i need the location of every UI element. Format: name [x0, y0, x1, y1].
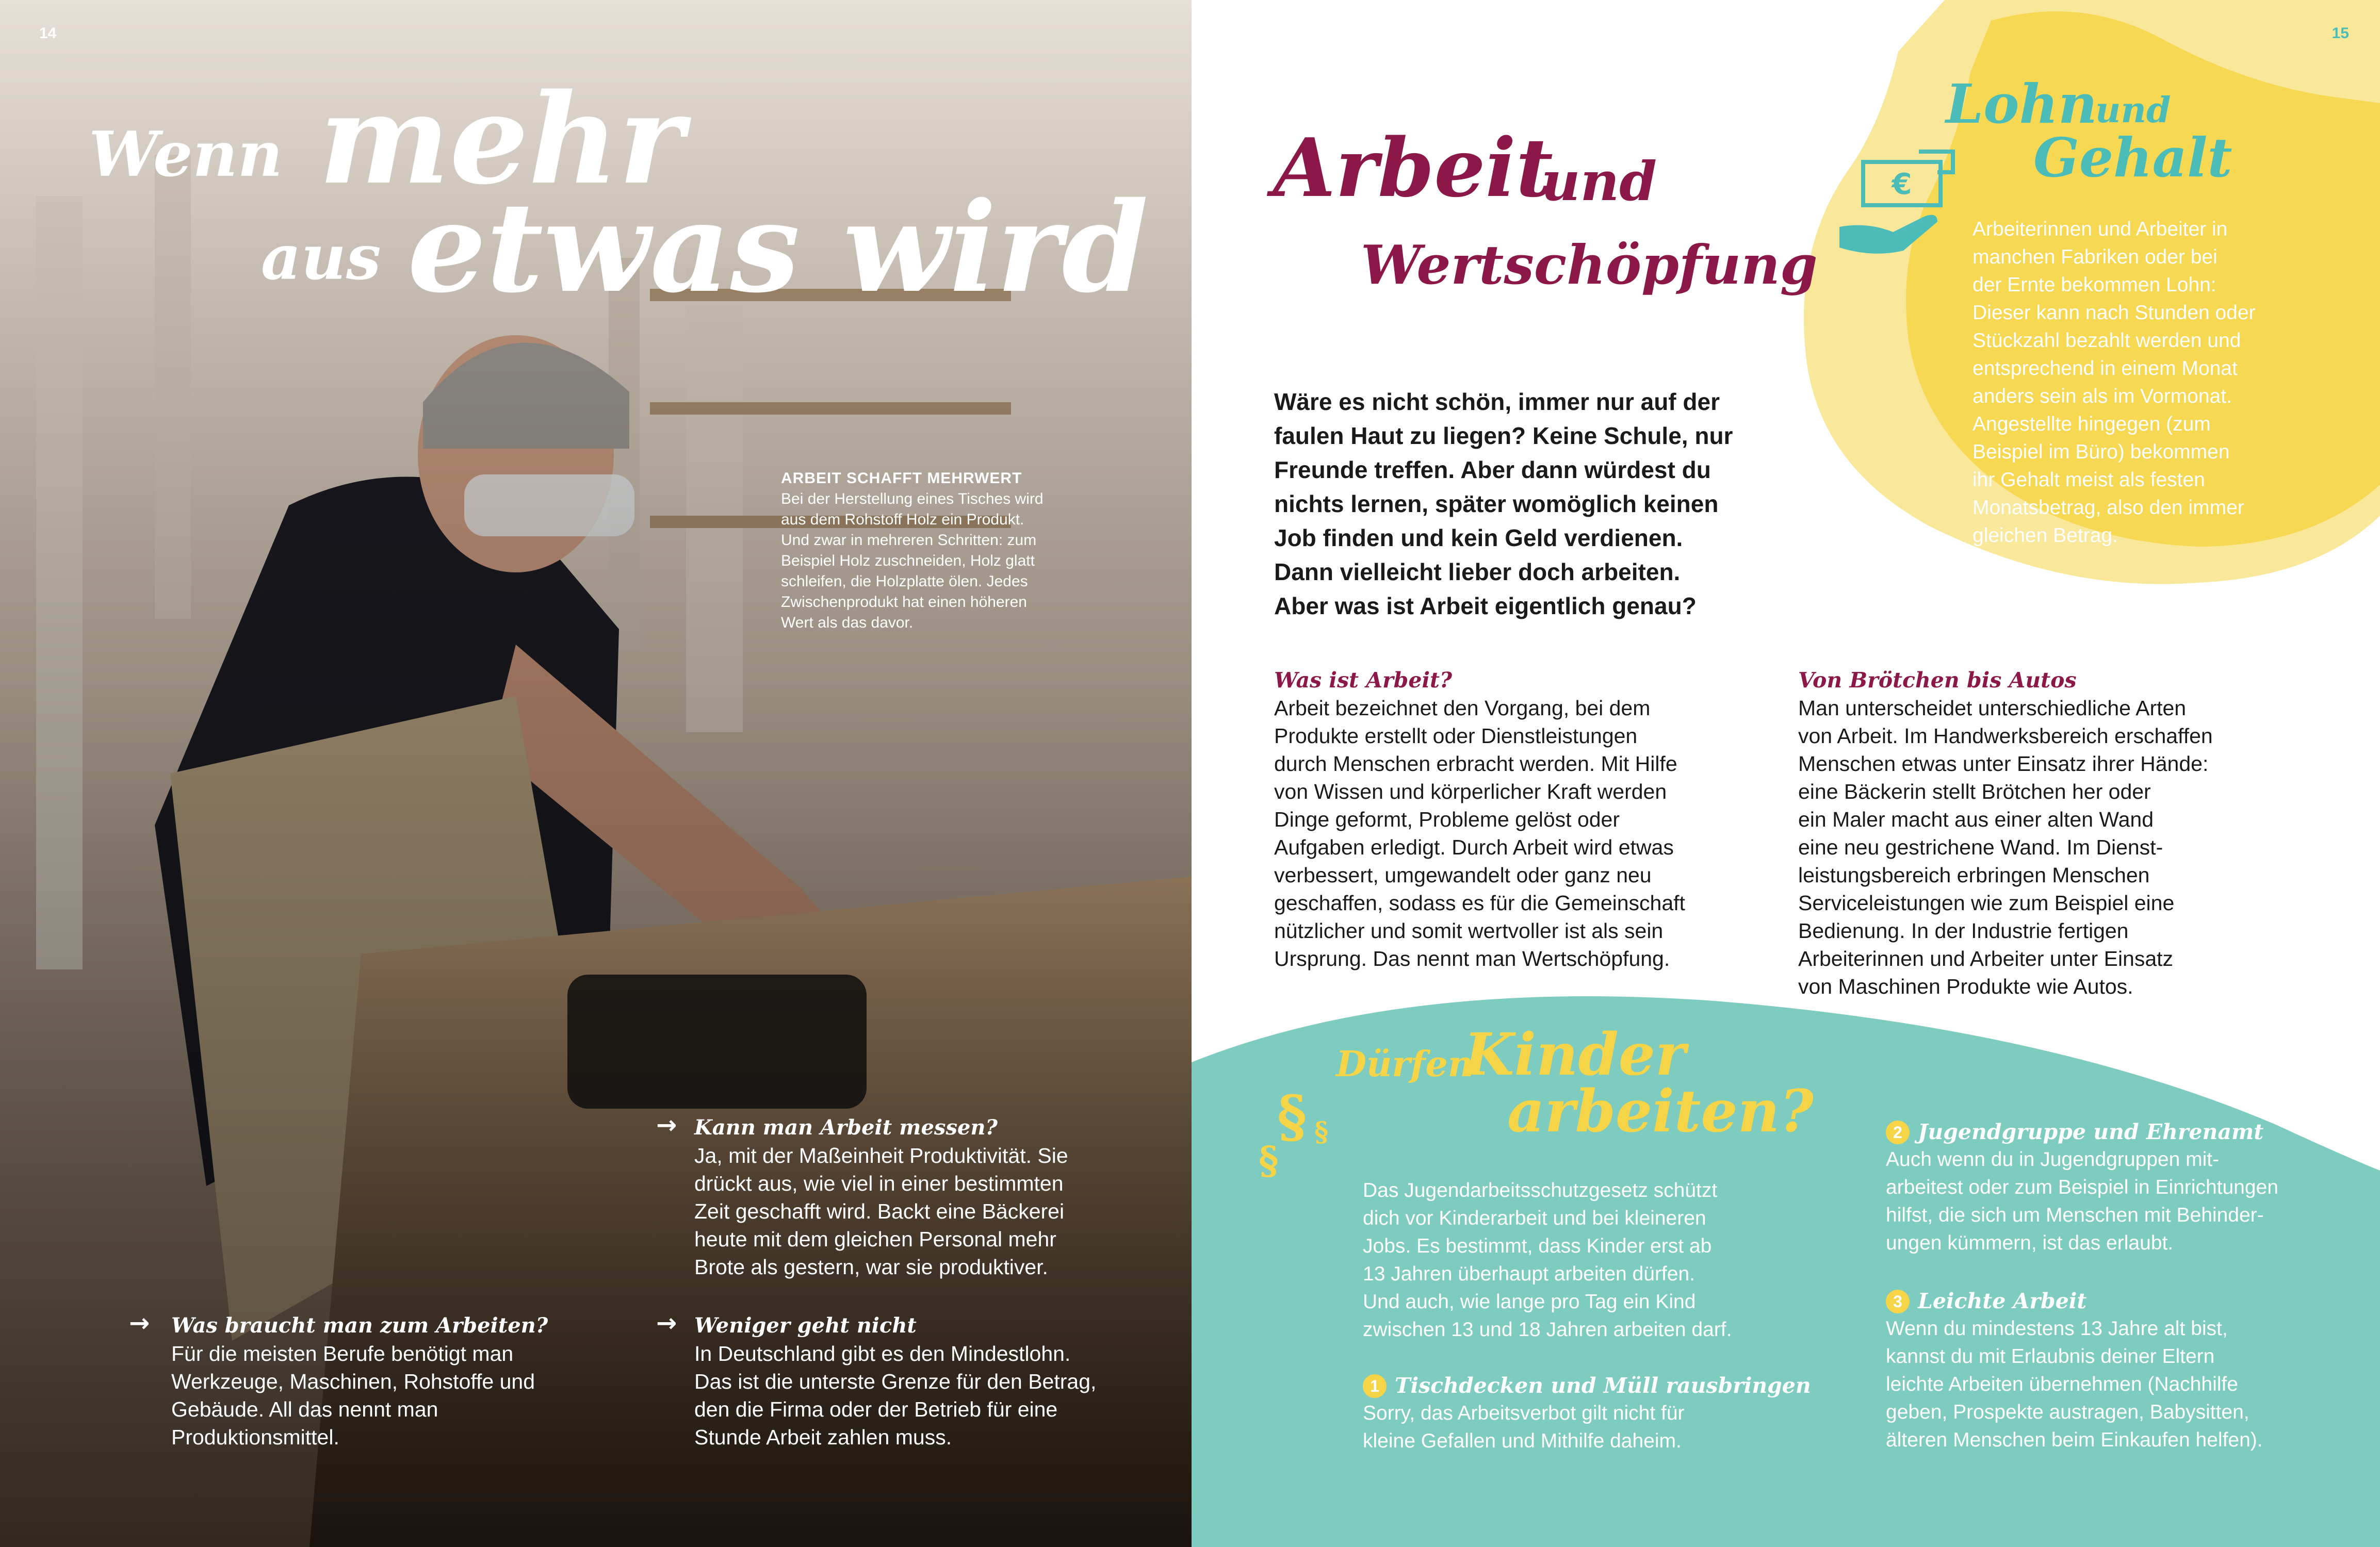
number-badge-2: 2	[1886, 1121, 1910, 1144]
arrow-right-icon: →	[129, 1309, 150, 1338]
headline-etwas-wird: etwas wird	[407, 175, 1149, 320]
headline-mehr: mehr	[319, 67, 684, 212]
was-ist-text: Arbeit bezeichnet den Vorgang, bei dem Produkte erstellt oder Dienstleistungen durch Menschen erbracht werden. Mit Hilfe von Wissen und körperlicher Kraft werden Dinge geformt, Probleme gelöst oder Aufgaben erledigt. Durch Arbeit wird etwas verbessert, umgewandelt oder ganz neu geschaffen, sodass es für die Gemeinschaft nützlicher und somit wertvoller ist als sein Ursprung. Das nennt man Wertschöpfung.	[1274, 696, 1685, 970]
paragraph-glyph-medium: §	[1259, 1139, 1279, 1183]
item-jugendgruppe	[1886, 1118, 2350, 1257]
kinder-title-duerfen: Dürfen	[1336, 1044, 1474, 1085]
item2-heading: Jugendgruppe und Ehrenamt	[1918, 1120, 2264, 1144]
item1-heading: Tischdecken und Müll rausbringen	[1395, 1373, 1811, 1398]
headline-aus: aus	[261, 221, 381, 294]
section-was-ist-arbeit	[1274, 666, 1769, 973]
svg-text:€: €	[1892, 168, 1912, 201]
broetchen-heading: Von Brötchen bis Autos	[1798, 668, 2077, 693]
was-ist-heading: Was ist Arbeit?	[1274, 668, 1452, 693]
lohn-title-gehalt: Gehalt	[2033, 126, 2232, 189]
paragraph-glyph-large: §	[1277, 1083, 1307, 1149]
kinder-text: Das Jugendarbeitsschutzgesetz schützt dich vor Kinderarbeit und bei kleineren Jobs. Es bestimmt, dass Kinder erst ab 13 Jahren überhaupt arbeiten dürfen. Und auch, wie lange pro Tag ein Kind zwischen 13 und 18 Jahren arbeiten darf.	[1363, 1179, 1732, 1341]
box-braucht-text: Für die meisten Berufe benötigt man Werkzeuge, Maschinen, Rohstoffe und Gebäude. All das nennt man Produktionsmittel.	[171, 1342, 535, 1449]
lohn-text: Arbeiterinnen und Arbeiter in manchen Fabriken oder bei der Ernte bekommen Lohn: Dieser kann nach Stunden oder Stückzahl bezahlt werden und entsprechend in einem Monat anders sein als im Vormonat. Angestellte hingegen (zum Beispiel im Büro) bekommen ihr Gehalt meist als festen Monatsbetrag, also den immer gleichen Betrag.	[1973, 218, 2256, 547]
item3-heading: Leichte Arbeit	[1918, 1289, 2087, 1313]
right-page	[1192, 0, 2380, 1547]
paragraph-icon	[1259, 1083, 1336, 1191]
caption-box	[781, 468, 1142, 633]
caption-text: Bei der Herstellung eines Tisches wird aus dem Rohstoff Holz ein Produkt. Und zwar in mehreren Schritten: zum Beispiel Holz zuschneiden, Holz glatt schleifen, die Holzplatte ölen. Jedes Zwischenprodukt hat einen höheren Wert als das davor.	[781, 490, 1044, 631]
kinder-title-kinder: Kinder	[1464, 1021, 1686, 1089]
lohn-title-und: und	[2095, 90, 2171, 131]
number-badge-3: 3	[1886, 1290, 1910, 1313]
money-hand-icon	[1836, 150, 1955, 258]
page-number: 15	[2332, 25, 2349, 42]
box-messen	[656, 1111, 1120, 1281]
box-weniger	[656, 1309, 1120, 1451]
arrow-right-icon: →	[656, 1309, 677, 1338]
section-broetchen	[1798, 666, 2304, 1000]
page-number: 14	[39, 25, 57, 42]
kinder-title-arbeiten: arbeiten?	[1507, 1078, 1814, 1145]
item-leichte-arbeit	[1886, 1287, 2350, 1454]
box-messen-text: Ja, mit der Maßeinheit Produktivität. Sie drückt aus, wie viel in einer bestimmten Zeit geschafft wird. Backt eine Bäckerei heute mit dem gleichen Personal mehr Brote als gestern, war sie produktiver.	[694, 1144, 1068, 1279]
item3-text: Wenn du mindestens 13 Jahre alt bist, kannst du mit Erlaubnis deiner Eltern leichte Arbeiten übernehmen (Nachhilfe geben, Prospekte austragen, Babysitten, älteren Menschen beim Einkaufen helfen).	[1886, 1318, 2263, 1451]
box-weniger-heading: Weniger geht nicht	[694, 1313, 917, 1338]
item2-text: Auch wenn du in Jugendgruppen mit- arbeitest oder zum Beispiel in Einrichtungen hilfst, die sich um Menschen mit Behinder- ungen kümmern, ist das erlaubt.	[1886, 1148, 2278, 1254]
number-badge-1: 1	[1363, 1374, 1387, 1398]
lohn-title-lohn: Lohn	[1946, 72, 2097, 136]
title-arbeit: Arbeit	[1273, 121, 1553, 215]
item-tischdecken	[1363, 1372, 1827, 1455]
box-messen-heading: Kann man Arbeit messen?	[694, 1115, 998, 1140]
box-braucht	[129, 1309, 593, 1451]
title-wertschoepfung: Wertschöpfung	[1361, 233, 1818, 297]
broetchen-text: Man unterscheidet unterschiedliche Arten von Arbeit. Im Handwerksbereich erschaffen Menschen etwas unter Einsatz ihrer Hände: eine Bäckerin stellt Brötchen her oder ein Maler macht aus einer alten Wand eine neu gestrichene Wand. Im Dienst- leistungsbereich erbringen Menschen Serviceleistungen wie zum Beispiel eine Bedienung. In der Industrie fertigen Arbeiterinnen und Arbeiter unter Einsatz von Maschinen Produkte wie Autos.	[1798, 696, 2213, 998]
box-braucht-heading: Was braucht man zum Arbeiten?	[171, 1313, 548, 1338]
box-weniger-text: In Deutschland gibt es den Mindestlohn. Das ist die unterste Grenze für den Betrag, den die Firma oder der Betrieb für eine Stunde Arbeit zahlen muss.	[694, 1342, 1097, 1449]
item1-text: Sorry, das Arbeitsverbot gilt nicht für kleine Gefallen und Mithilfe daheim.	[1363, 1402, 1685, 1452]
title-und: und	[1541, 150, 1657, 213]
caption-heading: ARBEIT SCHAFFT MEHRWERT	[781, 470, 1022, 487]
headline-wenn: Wenn	[89, 118, 283, 191]
intro-text: Wäre es nicht schön, immer nur auf der faulen Haut zu liegen? Keine Schule, nur Freunde treffen. Aber dann würdest du nichts lernen, später womöglich keinen Job finden und kein Geld verdienen. Dann vielleicht lieber doch arbeiten. Aber was ist Arbeit eigentlich genau?	[1274, 388, 1733, 619]
arrow-right-icon: →	[656, 1111, 677, 1140]
paragraph-glyph-small: §	[1314, 1116, 1329, 1148]
